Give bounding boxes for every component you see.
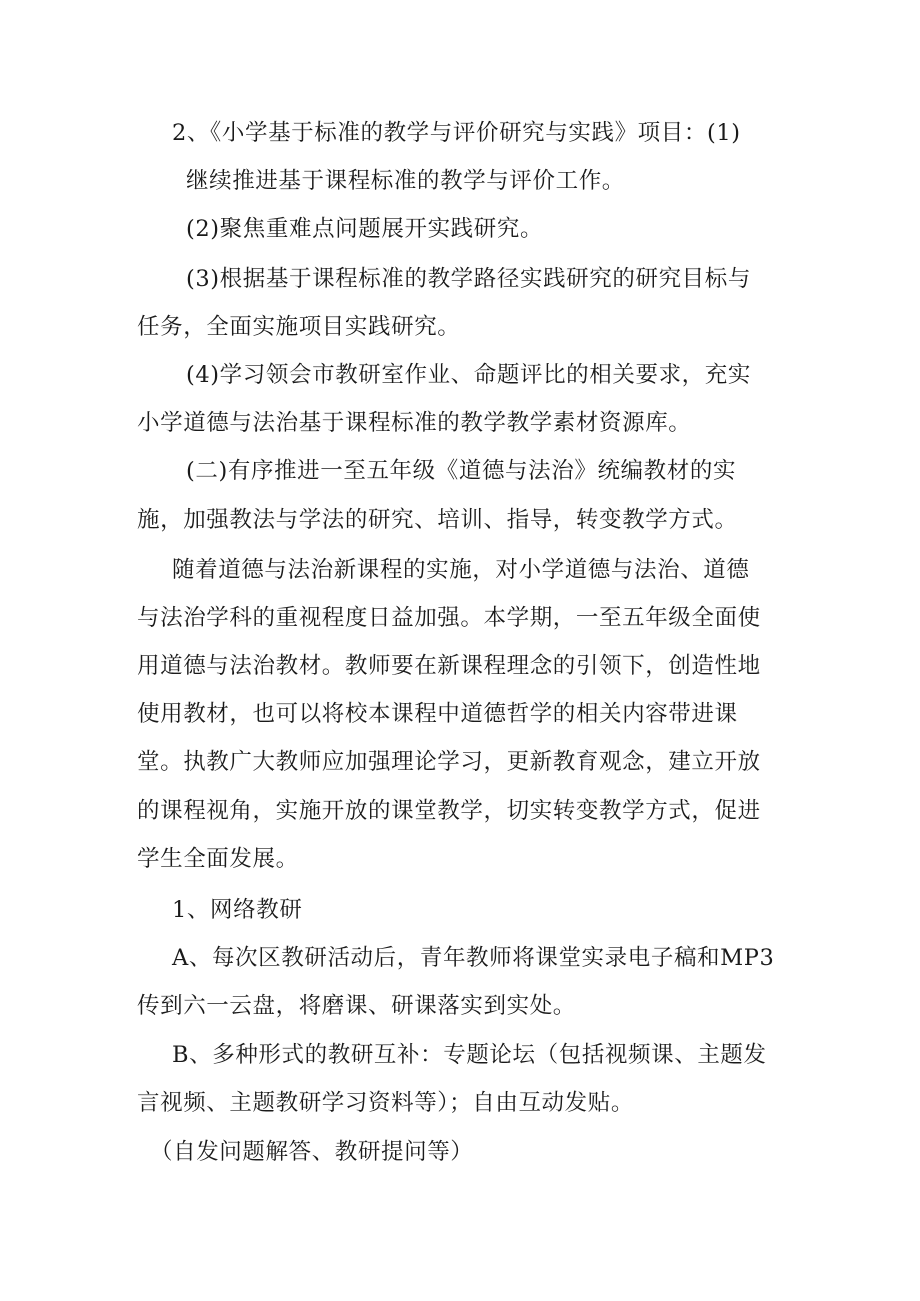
text-line: 言视频、主题教研学习资料等）；自由互动发贴。 [137,1090,634,1116]
text-line: 小学道德与法治基于课程标准的教学教学素材资源库。 [137,410,692,436]
text-line: 的课程视角，实施开放的课堂教学，切实转变教学方式，促进 [137,798,761,824]
text-line: 继续推进基于课程标准的教学与评价工作。 [186,168,625,194]
text-line: (4)学习领会市教研室作业、命题评比的相关要求，充实 [186,362,751,388]
text-line: 用道德与法治教材。教师要在新课程理念的引领下，创造性地 [137,653,761,679]
text-line: 使用教材，也可以将校本课程中道德哲学的相关内容带进课 [137,701,738,727]
text-line: (2)聚焦重难点问题展开实践研究。 [186,216,544,242]
text-line: 传到六一云盘，将磨课、研课落实到实处。 [137,993,576,1019]
text-line: 任务，全面实施项目实践研究。 [137,314,461,340]
text-line: B、多种形式的教研互补：专题论坛（包括视频课、主题发 [172,1042,767,1068]
text-line: A、每次区教研活动后，青年教师将课堂实录电子稿和MP3 [172,945,775,971]
text-line: 2、《小学基于标准的教学与评价研究与实践》项目：(1) [172,120,741,146]
text-line: 学生全面发展。 [137,846,299,872]
text-line: 1、网络教研 [172,897,303,923]
text-line: (二)有序推进一至五年级《道德与法治》统编教材的实 [186,458,737,484]
text-line: (3)根据基于课程标准的教学路径实践研究的研究目标与 [186,266,751,292]
text-line: 施，加强教法与学法的研究、培训、指导，转变教学方式。 [137,507,738,533]
text-line: 随着道德与法治新课程的实施，对小学道德与法治、道德 [172,557,750,583]
text-line: 堂。执教广大教师应加强理论学习，更新教育观念，建立开放 [137,749,761,775]
text-line: （自发问题解答、教研提问等） [150,1139,474,1165]
text-line: 与法治学科的重视程度日益加强。本学期，一至五年级全面使 [137,605,761,631]
